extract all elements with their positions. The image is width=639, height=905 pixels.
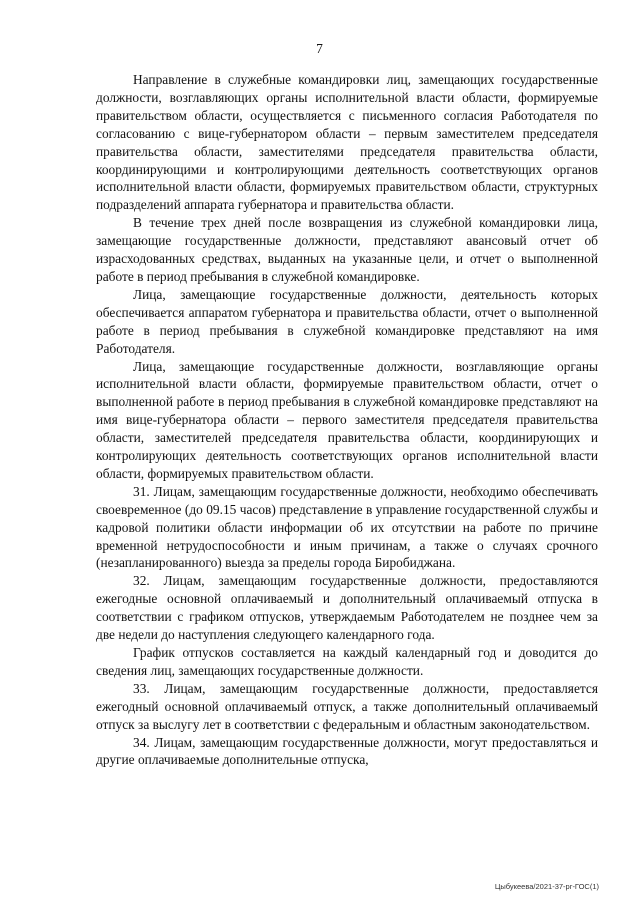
paragraph-expense-report: В течение трех дней после возвращения из служебной командировки лица, замещающие государственные должности, представляют авансовый отчет об израсходованных средствах, выданных на указанные цели, и отчет о выполненной работе в период пребывания в служебной командировке. <box>96 215 598 284</box>
paragraph-report-to-employer: Лица, замещающие государственные должности, деятельность которых обеспечивается аппаратом губернатора и правительства области, отчет о выполненной работе в период пребывания в служебной командировке представляют на имя Работодателя. <box>96 286 598 356</box>
paragraph-item-32: 32. Лицам, замещающим государственные должности, предоставляются ежегодные основной оплачиваемый и дополнительный оплачиваемый отпуска в соответствии с графиком отпусков, утверждаемым Работодателем не позднее чем за две недели до наступления следующего календарного года. <box>96 573 598 643</box>
document-body <box>96 71 598 769</box>
paragraph-vacation-schedule: График отпусков составляется на каждый календарный год и доводится до сведения лиц, замещающих государственные должности. <box>96 645 598 678</box>
paragraph-item-33: 33. Лицам, замещающим государственные должности, предоставляется ежегодный основной оплачиваемый отпуск, а также дополнительный оплачиваемый отпуск за выслугу лет в соответствии с федеральным и областным законодательством. <box>96 680 598 732</box>
page-number: 7 <box>316 41 323 56</box>
paragraph-item-34: 34. Лицам, замещающим государственные должности, могут предоставляться и другие оплачиваемые дополнительные отпуска, <box>96 734 598 768</box>
paragraph-business-trip-consent: Направление в служебные командировки лиц, замещающих государственные должности, возглавляющих органы исполнительной власти области, формируемые правительством области, осуществляется с письменного согласия Работодателя по согласованию с вице-губернатором области – первым заместителем председателя правительства области, заместителями председателя правительства области, координирующими и контролирующими деятельность соответствующих органов исполнительной власти области, формируемых правительством области, структурных подразделений аппарата губернатора и правительства области. <box>96 72 598 213</box>
paragraph-report-to-vice-governor: Лица, замещающие государственные должности, возглавляющие органы исполнительной власти области, формируемые правительством области, отчет о выполненной работе в период пребывания в служебной командировке представляют на имя вице-губернатора области – первого заместителя председателя правительства области, заместителей председателя правительства области, координирующих и контролирующих деятельность соответствующих органов исполнительной власти области, формируемых правительством области. <box>96 358 598 481</box>
document-footer-code: Цыбукеева/2021-37-рг-ГОС(1) <box>494 882 599 891</box>
paragraph-item-31: 31. Лицам, замещающим государственные должности, необходимо обеспечивать своевременное (до 09.15 часов) представление в управление государственной службы и кадровой политики области информации об их отсутствии на работе по причине временной нетрудоспособности и иным причинам, а также о случаях срочного (незапланированного) выезда за пределы города Биробиджана. <box>96 483 598 571</box>
